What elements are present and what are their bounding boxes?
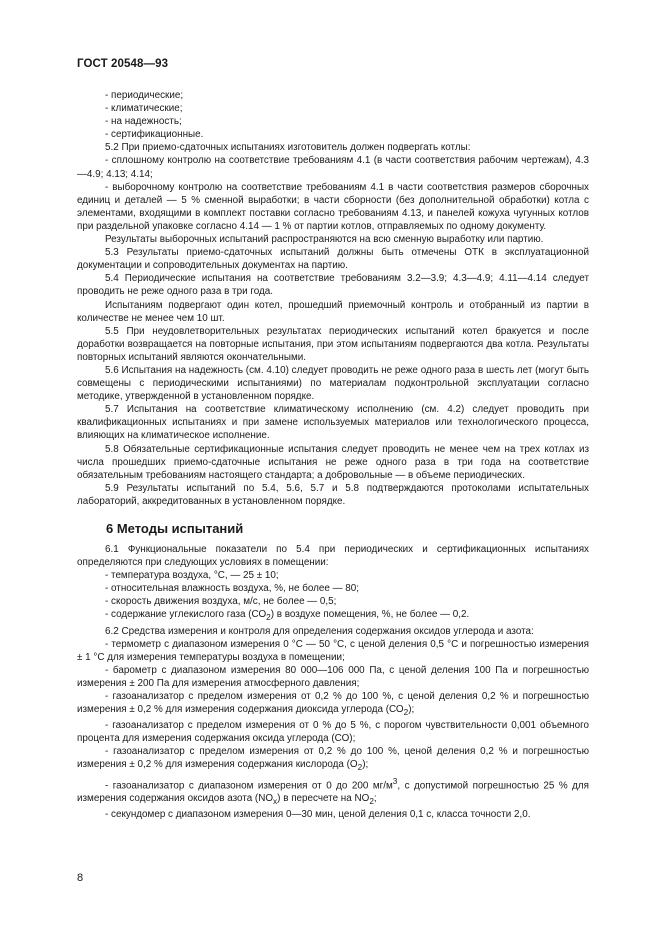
list-item: - периодические; bbox=[105, 90, 184, 101]
document-header: ГОСТ 20548—93 bbox=[77, 58, 169, 70]
list-item: - относительная влажность воздуха, %, не более — 80; bbox=[105, 583, 359, 595]
clause-6-2: 6.2 Средства измерения и контроля для определения содержания оксидов углерода и азота: bbox=[105, 625, 534, 637]
subscript: 2 bbox=[369, 796, 374, 806]
text: - газоанализатор с диапазоном измерения от 0 до 200 мг/м bbox=[105, 779, 393, 791]
text: - газоанализатор с пределом измерения от 0,2 % до 100 %, ценой деления 0,2 % и погрешностью измерения ± 0,2 % для измерения содержания кислорода (О bbox=[77, 746, 589, 771]
list-item bbox=[77, 690, 589, 719]
clause-5-5: 5.5 При неудовлетворительных результатах периодических испытаний котел бракуется и после доработки возвращается на повторные испытания, при этом испытаниям подвергаются два котла. Результаты повторных испытаний являются окончательными. bbox=[77, 325, 589, 363]
list-item bbox=[77, 745, 589, 774]
paragraph: Испытаниям подвергают один котел, прошедший приемочный контроль и отобранный из партии в количестве не менее чем 10 шт. bbox=[77, 299, 589, 324]
list-item bbox=[77, 608, 589, 624]
text: ); bbox=[408, 704, 415, 716]
list-item: - барометр с диапазоном измерения 80 000—106 000 Па, с ценой деления 100 Па и погрешностью измерения ± 200 Па для измерения атмосферного давления; bbox=[77, 664, 589, 689]
list-item: - температура воздуха, °С, — 25 ± 10; bbox=[105, 570, 279, 582]
subscript: 2 bbox=[357, 763, 363, 773]
clause-5-4: 5.4 Периодические испытания на соответствие требованиям 3.2—3.9; 4.3—4.9; 4.11—4.14 следует проводить не реже одного раза в три года. bbox=[77, 273, 589, 298]
subscript: 2 bbox=[266, 613, 271, 623]
text: - газоанализатор с пределом измерения от 0,2 % до 100 %, с ценой деления 0,2 % и погрешностью измерения ± 0,2 % для измерения содержания диоксида углерода (СО bbox=[77, 691, 589, 716]
list-item: - климатические; bbox=[105, 103, 183, 115]
text: ; bbox=[373, 792, 377, 804]
clause-5-2: 5.2 При приемо-сдаточных испытаниях изготовитель должен подвергать котлы: bbox=[105, 142, 471, 154]
list-item: - секундомер с диапазоном измерения 0—30 мин, ценой деления 0,1 с, класса точности 2,0. bbox=[105, 808, 531, 820]
clause-5-6: 5.6 Испытания на надежность (см. 4.10) следует проводить не реже одного раза в шесть лет (могут быть совмещены с периодическими испытаниями) по материалам подконтрольной эксплуатации согласно методике, утвержденной в установленном порядке. bbox=[77, 364, 589, 403]
text: ) в воздухе помещения, %, не более — 0,2. bbox=[270, 609, 470, 621]
section-title: 6 Методы испытаний bbox=[106, 521, 244, 536]
list-item: - выборочному контролю на соответствие требованиям 4.1 в части соответствия размеров сборочных единиц и деталей — 5 % сменной выработки; в части сборности (без дополнительной обработки) котла с элементами, входящими в комплект поставки согласно требованиям 4.13, и панелей кожуха чугунных котлов при раздельной упаковке согласно 4.14 — 1 % от партии котлов, отправляемых по одному документу. bbox=[77, 181, 589, 232]
clause-5-9: 5.9 Результаты испытаний по 5.4, 5.6, 5.7 и 5.8 подтверждаются протоколами испытательных лабораторий, аккредитованных в установленном порядке. bbox=[77, 482, 589, 507]
superscript: 3 bbox=[392, 776, 398, 786]
text: ); bbox=[362, 759, 369, 771]
list-item: - на надежность; bbox=[105, 116, 182, 128]
list-item: - сертификационные. bbox=[105, 129, 204, 141]
clause-5-3: 5.3 Результаты приемо-сдаточных испытаний должны быть отмечены ОТК в эксплуатационной документации и сопроводительных документах на партию. bbox=[77, 247, 589, 272]
text: - содержание углекислого газа (СО bbox=[105, 609, 267, 621]
subscript: x bbox=[273, 796, 278, 806]
list-item bbox=[77, 775, 589, 808]
page-number: 8 bbox=[77, 872, 84, 884]
list-item: - газоанализатор с пределом измерения от 0 % до 5 %, с порогом чувствительности 0,001 объемного процента для измерения содержания оксида углерода (СО); bbox=[77, 720, 589, 745]
clause-5-7: 5.7 Испытания на соответствие климатическому исполнению (см. 4.2) следует проводить при квалификационных испытаниях и при замене используемых материалов или технологического процесса, влияющих на климатическое исполнение. bbox=[77, 404, 589, 442]
clause-6-1: 6.1 Функциональные показатели по 5.4 при периодических и сертификационных испытаниях определяются при следующих условиях в помещении: bbox=[77, 544, 589, 569]
document-body bbox=[77, 89, 589, 821]
list-item: - термометр с диапазоном измерения 0 °С — 50 °С, с ценой деления 0,5 °С и погрешностью измерения ± 1 °С для измерения температуры воздуха в помещении; bbox=[77, 638, 589, 663]
list-item: - сплошному контролю на соответствие требованиям 4.1 (в части соответствия рабочим чертежам), 4.3—4.9; 4.13; 4.14; bbox=[77, 155, 589, 180]
list-item: - скорость движения воздуха, м/с, не более — 0,5; bbox=[105, 596, 337, 608]
text: ) в пересчете на NO bbox=[277, 792, 370, 804]
paragraph: Результаты выборочных испытаний распространяются на всю сменную выработку или партию. bbox=[105, 234, 544, 246]
clause-5-8: 5.8 Обязательные сертификационные испытания следует проводить не менее чем на трех котлах из числа прошедших приемо-сдаточные испытания не реже одного раза в три года на соответствие обязательным требованиям настоящего стандарта; а добровольные — в объеме периодических. bbox=[77, 443, 589, 481]
subscript: 2 bbox=[403, 708, 409, 718]
text: , с допустимой погрешностью 25 % для измерения содержания оксидов азота (NO bbox=[77, 779, 589, 804]
